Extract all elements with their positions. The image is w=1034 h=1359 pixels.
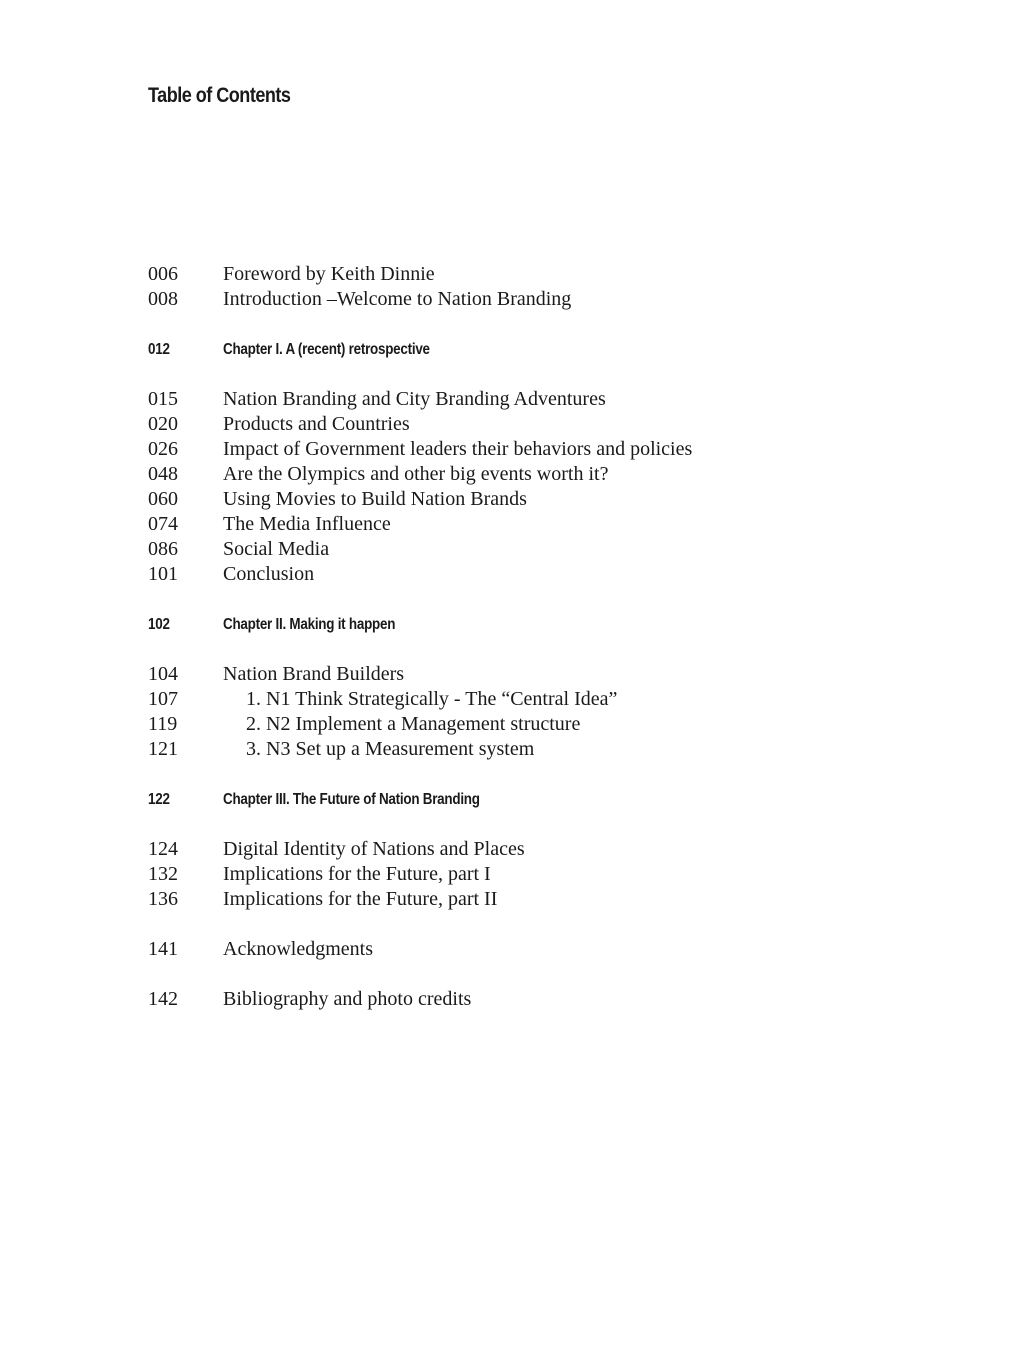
toc-entry[interactable] [148, 662, 908, 687]
entry-title: Acknowledgments [223, 938, 373, 960]
toc-entry[interactable] [148, 387, 908, 412]
page-number: 008 [148, 288, 178, 310]
entry-title: Implications for the Future, part II [223, 888, 498, 910]
spacer [148, 812, 908, 837]
toc-entry-introduction[interactable] [148, 287, 908, 312]
table-of-contents [148, 262, 908, 1012]
toc-subentry[interactable] [148, 687, 908, 712]
page-number: 124 [148, 838, 178, 860]
page-number: 136 [148, 888, 178, 910]
page-number: 119 [148, 713, 178, 735]
entry-title: Nation Branding and City Branding Adventures [223, 388, 606, 410]
toc-entry[interactable] [148, 512, 908, 537]
toc-entry[interactable] [148, 562, 908, 587]
entry-title: 3. N3 Set up a Measurement system [246, 738, 535, 760]
spacer [148, 962, 908, 987]
toc-subentry[interactable] [148, 737, 908, 762]
toc-entry[interactable] [148, 462, 908, 487]
entry-title: Are the Olympics and other big events worth it? [223, 463, 609, 485]
toc-entry-acknowledgments[interactable] [148, 937, 908, 962]
toc-entry[interactable] [148, 437, 908, 462]
page-number: 015 [148, 388, 178, 410]
page-number: 141 [148, 938, 178, 960]
chapter-title: Chapter III. The Future of Nation Branding [223, 791, 480, 808]
page-number: 104 [148, 663, 178, 685]
entry-title: 2. N2 Implement a Management structure [246, 713, 581, 735]
entry-title: Products and Countries [223, 413, 410, 435]
entry-title: Nation Brand Builders [223, 663, 405, 685]
page-number: 026 [148, 438, 178, 460]
page-number: 102 [148, 616, 170, 633]
entry-title: Foreword by Keith Dinnie [223, 263, 435, 285]
page-number: 122 [148, 791, 170, 808]
page-number: 107 [148, 688, 178, 710]
page-number: 020 [148, 413, 178, 435]
entry-title: The Media Influence [223, 513, 391, 535]
page-number: 012 [148, 341, 170, 358]
toc-entry[interactable] [148, 412, 908, 437]
toc-entry[interactable] [148, 887, 908, 912]
entry-title: Social Media [223, 538, 330, 560]
spacer [148, 637, 908, 662]
toc-entry[interactable] [148, 487, 908, 512]
page-number: 086 [148, 538, 178, 560]
entry-title: Implications for the Future, part I [223, 863, 491, 885]
entry-title: Digital Identity of Nations and Places [223, 838, 525, 860]
chapter-heading-2[interactable] [148, 612, 908, 637]
entry-title: Using Movies to Build Nation Brands [223, 488, 527, 510]
chapter-heading-1[interactable] [148, 337, 908, 362]
page-title: Table of Contents [148, 84, 291, 107]
entry-title: Bibliography and photo credits [223, 988, 472, 1010]
spacer [148, 587, 908, 612]
toc-subentry[interactable] [148, 712, 908, 737]
page-number: 048 [148, 463, 178, 485]
chapter-title: Chapter II. Making it happen [223, 616, 396, 633]
toc-entry-bibliography[interactable] [148, 987, 908, 1012]
spacer [148, 362, 908, 387]
toc-entry-foreword[interactable] [148, 262, 908, 287]
page-number: 121 [148, 738, 178, 760]
page-number: 142 [148, 988, 178, 1010]
page-number: 006 [148, 263, 178, 285]
spacer [148, 912, 908, 937]
entry-title: Impact of Government leaders their behaviors and policies [223, 438, 693, 460]
entry-title: Introduction –Welcome to Nation Branding [223, 288, 572, 310]
spacer [148, 312, 908, 337]
chapter-heading-3[interactable] [148, 787, 908, 812]
chapter-title: Chapter I. A (recent) retrospective [223, 341, 430, 358]
page-number: 132 [148, 863, 178, 885]
spacer [148, 762, 908, 787]
toc-entry[interactable] [148, 862, 908, 887]
page-number: 101 [148, 563, 178, 585]
toc-entry[interactable] [148, 537, 908, 562]
page-number: 074 [148, 513, 178, 535]
toc-entry[interactable] [148, 837, 908, 862]
entry-title: Conclusion [223, 563, 315, 585]
page-number: 060 [148, 488, 178, 510]
entry-title: 1. N1 Think Strategically - The “Central Idea” [246, 688, 618, 710]
